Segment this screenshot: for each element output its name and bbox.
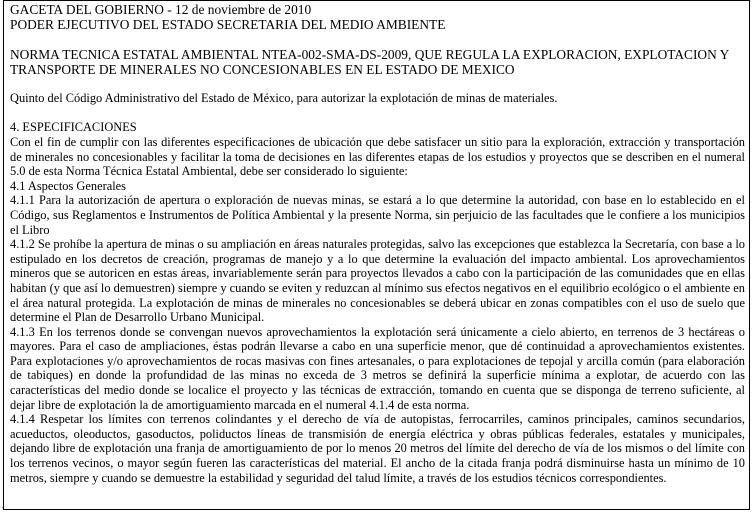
publisher-line: PODER EJECUTIVO DEL ESTADO SECRETARIA DEL MEDIO AMBIENTE [10, 17, 446, 32]
intro-line: Quinto del Código Administrativo del Estado de México, para autorizar la explotación de minas de materiales. [10, 91, 558, 106]
document-page [3, 0, 750, 510]
item-4-1-3: 4.1.3 En los terrenos donde se convengan nuevos aprovechamientos la explotación será únicamente a cielo abierto, en terrenos de 3 hectáreas o mayores. Para el caso de ampliaciones, éstas podrán llevarse a cabo en una superficie menor, que dé continuidad a aprovechamientos existentes. Para explotaciones y/o aprovechamientos de rocas masivas con fines artesanales, o para explotaciones de tepojal y arcilla común (para elaboración de tabiques) en donde la profundidad de las minas no exceda de 3 metros se definirá la superficie mínima a explotar, de acuerdo con las características del medio donde se localice el proyecto y las técnicas de extracción, tomando en cuenta que se disponga de terreno suficiente, al dejar libre de explotación la de amortiguamiento marcada en el numeral 4.1.4 de esta norma. [10, 324, 745, 412]
norm-title-line-2: TRANSPORTE DE MINERALES NO CONCESIONABLES EN EL ESTADO DE MEXICO [10, 61, 515, 77]
spacer [10, 32, 745, 47]
gazette-line: GACETA DEL GOBIERNO - 12 de noviembre de 2010 [10, 2, 312, 17]
norm-title-line-1: NORMA TECNICA ESTATAL AMBIENTAL NTEA-002-SMA-DS-2009, QUE REGULA LA EXPLORACION, EXPLOTACION Y [10, 46, 730, 62]
item-4-1-1: 4.1.1 Para la autorización de apertura o exploración de nuevas minas, se estará a lo que determine la autoridad, con base en lo establecido en el Código, sus Reglamentos e Instrumentos de Política Ambiental y la presente Norma, sin perjuicio de las facultades que le confiere a los municipios el Libro [10, 193, 745, 237]
corner-mark: ' [2, 507, 4, 513]
section-paragraph: Con el fin de cumplir con las diferentes especificaciones de ubicación que debe satisfacer un sitio para la exploración, extracción y transportación de minerales no concesionables y facilitar la toma de decisiones en las diferentes etapas de los estudios y proyectos que se describen en el numeral 5.0 de esta Norma Técnica Estatal Ambiental, debe ser considerado lo siguiente: [10, 134, 745, 179]
spacer [10, 77, 745, 92]
item-4-1-2: 4.1.2 Se prohíbe la apertura de minas o su ampliación en áreas naturales protegidas, salvo las excepciones que establezca la Secretaría, con base a lo estipulado en los decretos de creación, programas de manejo y a lo que determine la evaluación del impacto ambiental. Los aprovechamientos mineros que se autoricen en estas áreas, invariablemente serán para proyectos llevados a cabo con la participación de las comunidades que en ellas habitan (y que así lo demuestren) siempre y cuando se eviten y reduzcan al mínimo sus efectos negativos en el equilibrio ecológico o el ambiente en el área natural protegida. La explotación de minas de minerales no concesionables se deberá ubicar en zonas compatibles con el uso de suelo que determine el Plan de Desarrollo Urbano Municipal. [10, 237, 745, 325]
section-heading: 4. ESPECIFICACIONES [10, 120, 137, 135]
subsection-heading: 4.1 Aspectos Generales [10, 178, 126, 193]
item-4-1-4: 4.1.4 Respetar los límites con terrenos colindantes y el derecho de vía de autopistas, ferrocarriles, caminos principales, caminos secundarios, acueductos, oleoductos, gasoductos, poliductos líneas de transmisión de energía eléctrica y obras públicas federales, estatales y municipales, dejando libre de explotación una franja de amortiguamiento de por lo menos 20 metros del límite del derecho de vía de los mismos o del límite con los terrenos vecinos, o mayor según fueren las características del material. El ancho de la citada franja podrá disminuirse hasta un mínimo de 10 metros, siempre y cuando se demuestre la estabilidad y seguridad del talud límite, a través de los estudios técnicos correspondientes. [10, 412, 745, 485]
spacer [10, 106, 745, 121]
